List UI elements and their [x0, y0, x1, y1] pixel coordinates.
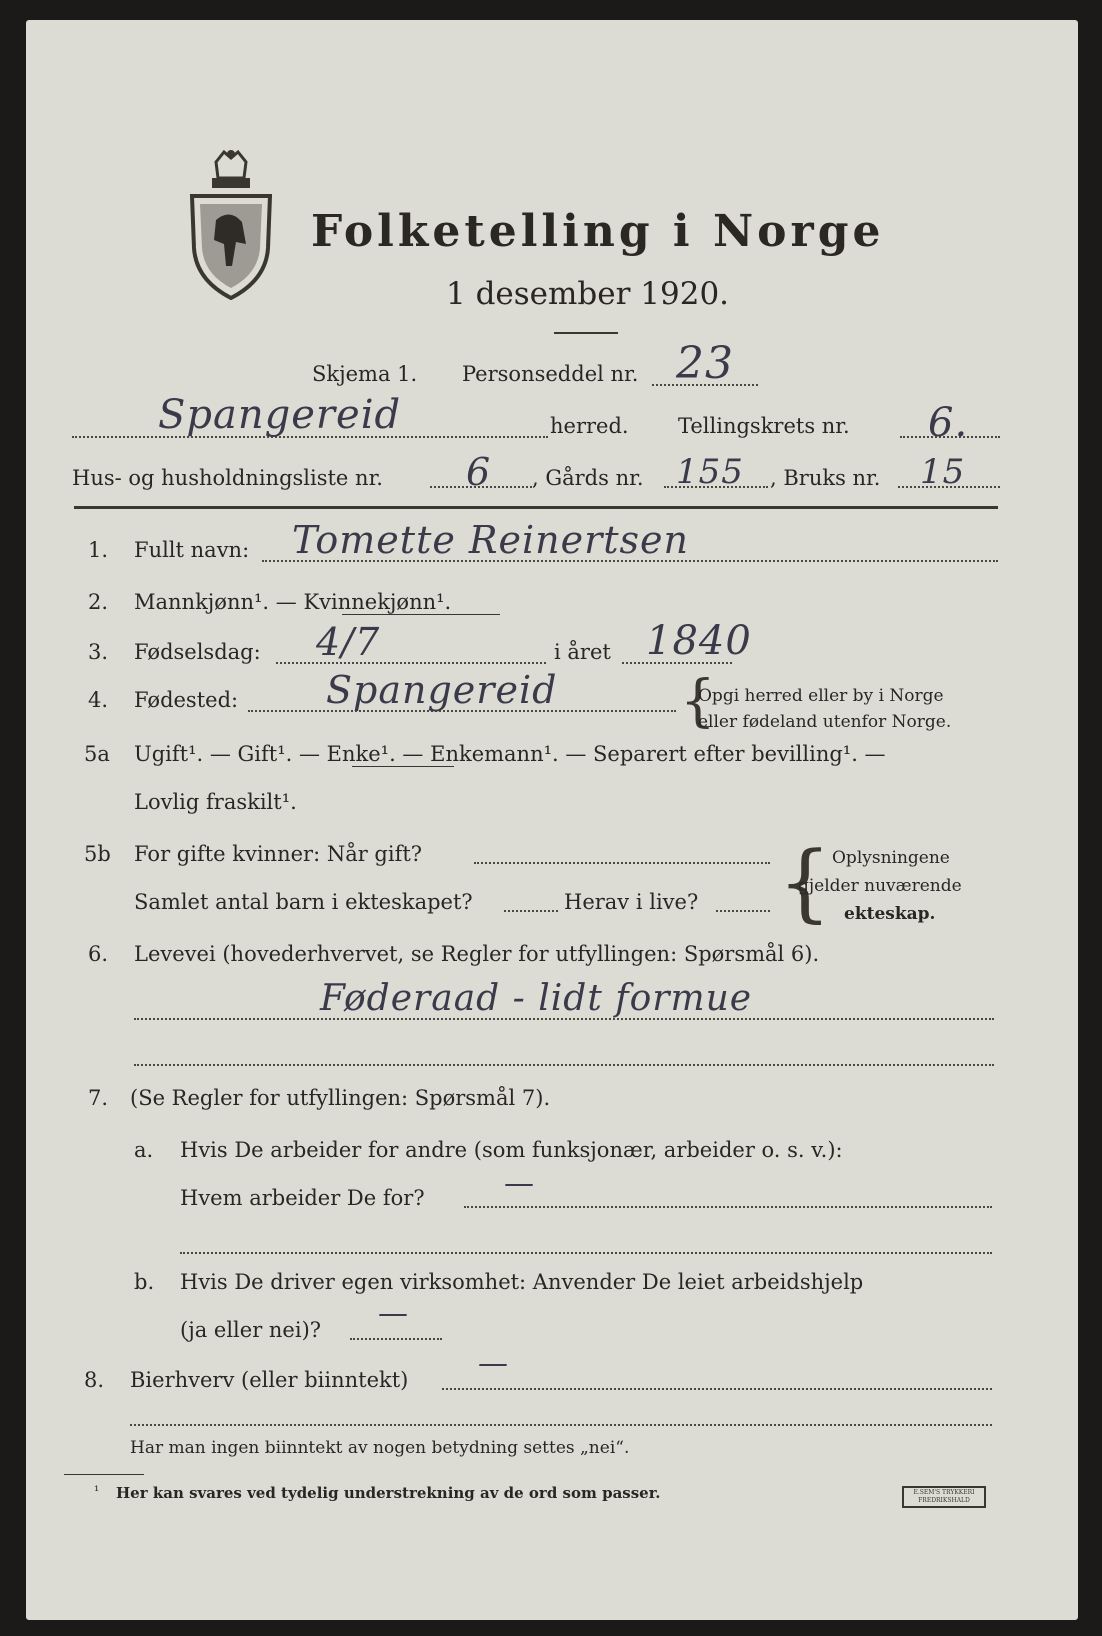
- q7b-letter: b.: [134, 1270, 155, 1294]
- q6-line2: [134, 1064, 994, 1066]
- municipality-value[interactable]: Spangereid: [158, 392, 402, 438]
- q8-line: [442, 1388, 992, 1390]
- occupation-value[interactable]: Føderaad - lidt formue: [320, 978, 753, 1019]
- q5b-children-label: Samlet antal barn i ekteskapet?: [134, 890, 473, 914]
- norwegian-coat-of-arms-icon: [186, 148, 276, 300]
- q7a-value[interactable]: —: [504, 1166, 535, 1201]
- household-value[interactable]: 6: [466, 450, 492, 494]
- q8-line-extra: [130, 1424, 992, 1426]
- footnote-divider: [64, 1474, 144, 1475]
- q7a-line2: Hvem arbeider De for?: [180, 1186, 425, 1210]
- printer-stamp-line1: E.SEM'S TRYKKERI: [913, 1489, 975, 1496]
- census-form-page: [26, 20, 1078, 1620]
- farm-value[interactable]: 155: [676, 452, 744, 492]
- form-title: Folketelling i Norge: [311, 206, 885, 257]
- census-date: 1 desember 1920.: [446, 276, 730, 312]
- q7a-line1: Hvis De arbeider for andre (som funksjonær, arbeider o. s. v.):: [180, 1138, 843, 1162]
- bruks-label: , Bruks nr.: [770, 466, 881, 490]
- q4-note-line2: eller fødeland utenfor Norge.: [698, 712, 952, 732]
- q7a-letter: a.: [134, 1138, 154, 1162]
- q4-note-brace: {: [680, 669, 716, 734]
- q4-label: Fødested:: [134, 688, 239, 712]
- bruks-value[interactable]: 15: [920, 452, 966, 492]
- q5a-number: 5a: [84, 742, 110, 766]
- q7b-line1: Hvis De driver egen virksomhet: Anvender De leiet arbeidshjelp: [180, 1270, 864, 1294]
- printer-stamp: [902, 1486, 986, 1508]
- q5b-note-brace: {: [778, 833, 832, 931]
- q2-kvinnekjonn-underline: [342, 614, 500, 615]
- q5a-line2: Lovlig fraskilt¹.: [134, 790, 297, 814]
- schema-label: Skjema 1.: [312, 362, 418, 386]
- q7b-value[interactable]: —: [378, 1296, 409, 1331]
- person-number-value[interactable]: 23: [676, 338, 734, 389]
- q5b-note-line3: ekteskap.: [844, 904, 936, 924]
- birth-year-value[interactable]: 1840: [646, 618, 752, 664]
- q1-number: 1.: [88, 538, 109, 562]
- birth-day-value[interactable]: 4/7: [316, 620, 381, 664]
- full-name-value[interactable]: Tomette Reinertsen: [292, 518, 690, 562]
- q5b-alive-label: Herav i live?: [564, 890, 699, 914]
- herred-label: herred.: [550, 414, 629, 438]
- q7b-line2: (ja eller nei)?: [180, 1318, 322, 1342]
- q7-label: (Se Regler for utfyllingen: Spørsmål 7).: [130, 1086, 551, 1110]
- q3-year-label: i året: [554, 640, 611, 664]
- q5b-line1: For gifte kvinner: Når gift?: [134, 842, 423, 866]
- birthplace-value[interactable]: Spangereid: [326, 668, 558, 712]
- farm-label: , Gårds nr.: [532, 466, 644, 490]
- q8-label: Bierhverv (eller biinntekt): [130, 1368, 409, 1392]
- q8-value[interactable]: —: [478, 1346, 509, 1381]
- q7a-line-extra: [180, 1252, 992, 1254]
- q5b-alive-line: [716, 910, 770, 912]
- q3-number: 3.: [88, 640, 109, 664]
- q5a-enke-underline: [352, 766, 454, 767]
- q5b-note-line1: Oplysningene: [832, 848, 950, 868]
- q5a-marital-options: Ugift¹. — Gift¹. — Enke¹. — Enkemann¹. — Separert efter bevilling¹. —: [134, 742, 886, 766]
- footnote-text: Her kan svares ved tydelig understrekning av de ord som passer.: [116, 1484, 661, 1502]
- household-label: Hus- og husholdningsliste nr.: [72, 466, 383, 490]
- q3-label: Fødselsdag:: [134, 640, 261, 664]
- q7-number: 7.: [88, 1086, 109, 1110]
- q5b-number: 5b: [84, 842, 111, 866]
- q5b-note-line2: gjelder nuværende: [798, 876, 962, 896]
- district-label: Tellingskrets nr.: [678, 414, 850, 438]
- q4-note-line1: Opgi herred eller by i Norge: [698, 686, 944, 706]
- q2-gender-options: Mannkjønn¹. — Kvinnekjønn¹.: [134, 590, 452, 614]
- person-number-label: Personseddel nr.: [462, 362, 639, 386]
- district-value[interactable]: 6.: [928, 400, 969, 446]
- q6-number: 6.: [88, 942, 109, 966]
- q7b-line: [350, 1338, 442, 1340]
- q8-number: 8.: [84, 1368, 105, 1392]
- title-divider: [554, 332, 618, 334]
- printer-stamp-line2: FREDRIKSHALD: [918, 1497, 970, 1504]
- q2-number: 2.: [88, 590, 109, 614]
- q5b-married-line: [474, 862, 770, 864]
- q5b-children-line: [504, 910, 558, 912]
- q6-label: Levevei (hovederhvervet, se Regler for utfyllingen: Spørsmål 6).: [134, 942, 820, 966]
- q4-number: 4.: [88, 688, 109, 712]
- q7a-line: [464, 1206, 992, 1208]
- q1-label: Fullt navn:: [134, 538, 250, 562]
- footnote-mark: ¹: [94, 1484, 100, 1499]
- biinntekt-note: Har man ingen biinntekt av nogen betydning settes „nei“.: [130, 1438, 630, 1458]
- header-separator: [74, 506, 998, 509]
